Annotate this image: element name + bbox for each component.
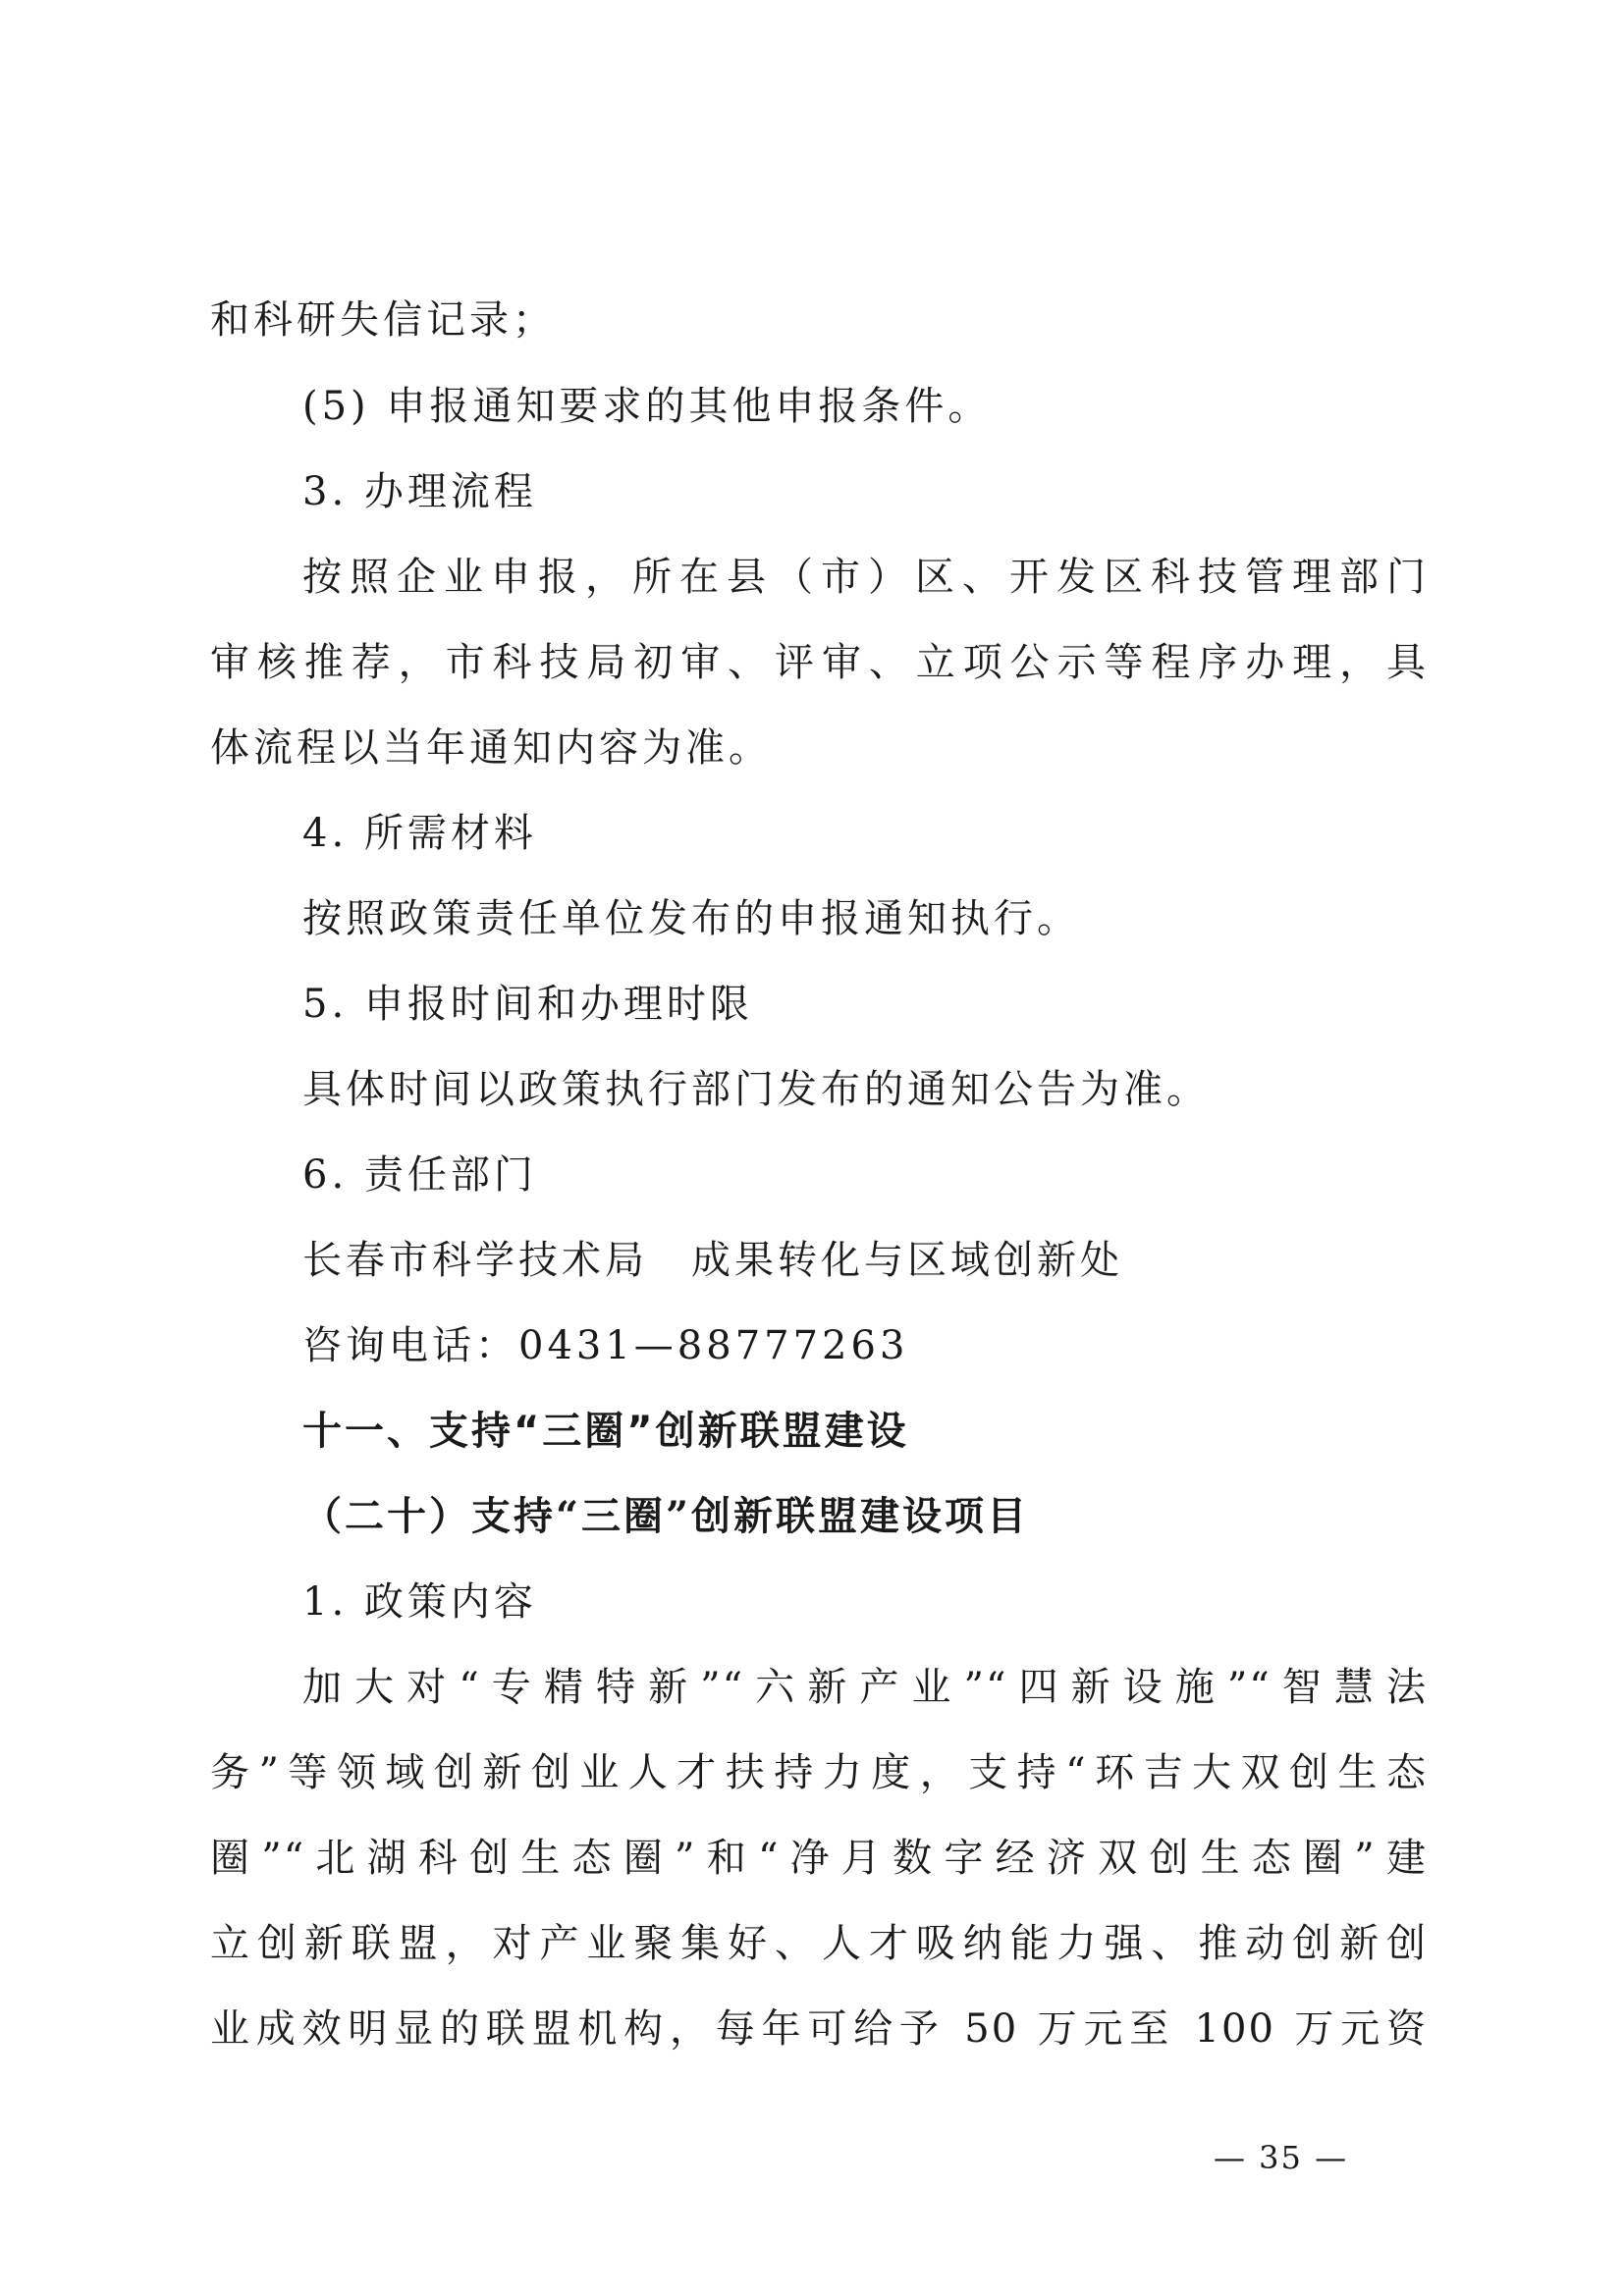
- section-heading-policy: 1. 政策内容: [302, 1579, 537, 1625]
- section-heading-department: 6. 责任部门: [302, 1152, 537, 1198]
- section-heading-materials: 4. 所需材料: [302, 811, 537, 856]
- body-text-line: 业成效明显的联盟机构，每年可给予 50 万元至 100 万元资: [210, 2006, 1428, 2052]
- body-text-line: 按照企业申报，所在县（市）区、开发区科技管理部门: [302, 555, 1428, 600]
- page-number: — 35 —: [1214, 2139, 1349, 2176]
- list-item-condition-5: (5) 申报通知要求的其他申报条件。: [302, 384, 992, 429]
- department-name: 长春市科学技术局 成果转化与区域创新处: [302, 1238, 1123, 1283]
- section-heading-time: 5. 申报时间和办理时限: [302, 982, 753, 1027]
- body-text-line: 审核推荐，市科技局初审、评审、立项公示等程序办理，具: [210, 640, 1428, 685]
- body-text-line: 和科研失信记录；: [210, 297, 556, 343]
- body-text-line: 圈”“北湖科创生态圈”和“净月数字经济双创生态圈”建: [210, 1836, 1428, 1881]
- body-text-line: 具体时间以政策执行部门发布的通知公告为准。: [302, 1067, 1210, 1112]
- body-text-line: 体流程以当年通知内容为准。: [210, 725, 772, 771]
- body-text-line: 按照政策责任单位发布的申报通知执行。: [302, 896, 1080, 941]
- chapter-heading: 十一、支持“三圈”创新联盟建设: [302, 1409, 909, 1454]
- body-text-line: 立创新联盟，对产业聚集好、人才吸纳能力强、推动创新创: [210, 1921, 1428, 1966]
- item-heading: （二十）支持“三圈”创新联盟建设项目: [302, 1493, 1030, 1539]
- body-text-line: 务”等领域创新创业人才扶持力度，支持“环吉大双创生态: [210, 1750, 1428, 1795]
- contact-phone: 咨询电话：0431—88777263: [302, 1323, 909, 1368]
- body-text-line: 加大对“专精特新”“六新产业”“四新设施”“智慧法: [302, 1665, 1428, 1710]
- section-heading-process: 3. 办理流程: [302, 469, 537, 514]
